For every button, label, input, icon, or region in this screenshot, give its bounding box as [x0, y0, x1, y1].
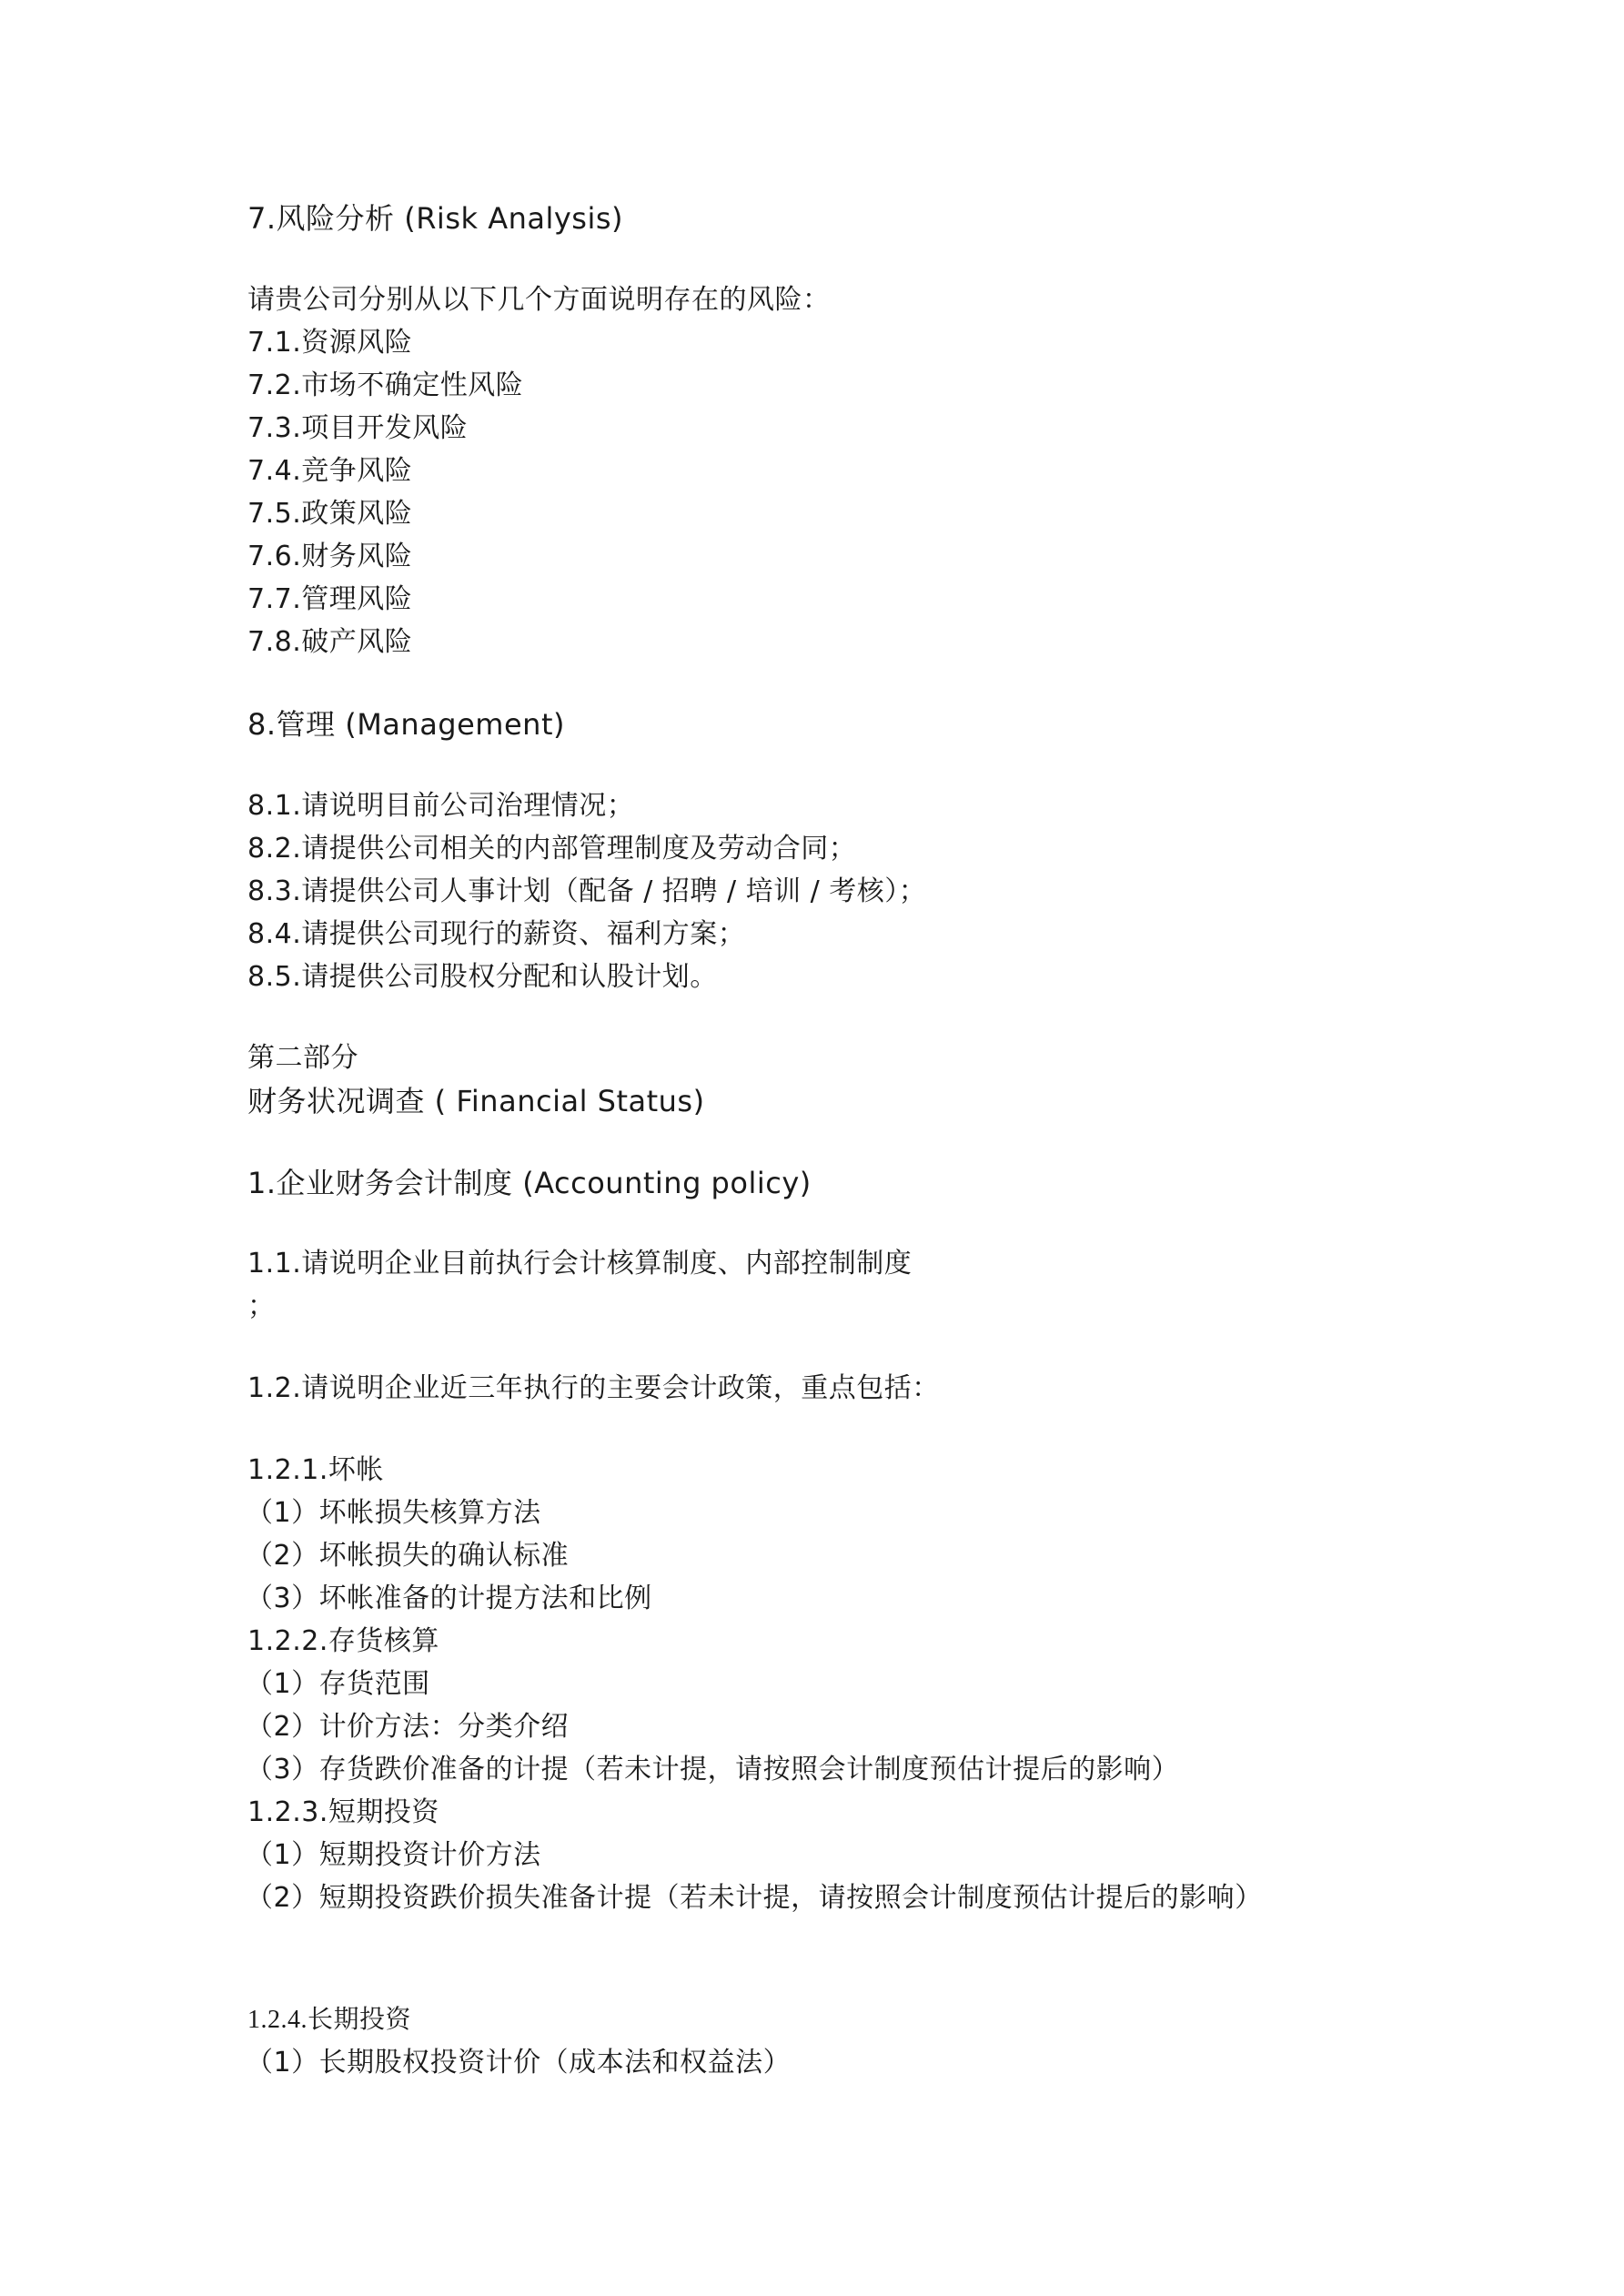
risk-item: 7.7.管理风险 [247, 583, 413, 615]
management-section-title: 8.管理 (Management) [247, 707, 565, 742]
accounting-item-1-2: 1.2.请说明企业近三年执行的主要会计政策，重点包括： [247, 1372, 940, 1404]
bad-debt-title: 1.2.1.坏帐 [247, 1454, 384, 1486]
inventory-item: （3）存货跌价准备的计提（若未计提，请按照会计制度预估计提后的影响） [246, 1754, 1180, 1785]
accounting-item-1-1: 1.1.请说明企业目前执行会计核算制度、内部控制制度 [247, 1248, 913, 1279]
accounting-item-1-1-continued: ； [247, 1290, 276, 1322]
management-item: 8.5.请提供公司股权分配和认股计划。 [247, 961, 718, 993]
risk-item: 7.8.破产风险 [247, 626, 413, 658]
inventory-title: 1.2.2.存货核算 [247, 1625, 439, 1657]
risk-item: 7.3.项目开发风险 [247, 412, 469, 444]
risk-item: 7.5.政策风险 [247, 498, 413, 530]
short-investment-item: （1）短期投资计价方法 [246, 1839, 541, 1871]
risk-item: 7.1.资源风险 [247, 327, 413, 359]
management-item: 8.2.请提供公司相关的内部管理制度及劳动合同； [247, 833, 857, 865]
management-item: 8.3.请提供公司人事计划（配备 / 招聘 / 培训 / 考核）； [247, 875, 927, 907]
risk-item: 7.6.财务风险 [247, 541, 413, 572]
bad-debt-item: （1）坏帐损失核算方法 [246, 1497, 541, 1529]
management-item: 8.1.请说明目前公司治理情况； [247, 790, 635, 822]
bad-debt-item: （3）坏帐准备的计提方法和比例 [246, 1583, 652, 1614]
financial-status-title: 财务状况调查 ( Financial Status) [247, 1084, 705, 1118]
inventory-item: （2）计价方法：分类介绍 [246, 1711, 570, 1743]
risk-item: 7.4.竞争风险 [247, 455, 413, 487]
bad-debt-item: （2）坏帐损失的确认标准 [246, 1540, 570, 1572]
risk-section-title: 7.风险分析 (Risk Analysis) [247, 201, 624, 236]
inventory-item: （1）存货范围 [246, 1668, 430, 1700]
short-investment-item: （2）短期投资跌价损失准备计提（若未计提，请按照会计制度预估计提后的影响） [246, 1882, 1263, 1914]
long-investment-item: （1）长期股权投资计价（成本法和权益法） [246, 2047, 792, 2079]
accounting-policy-title: 1.企业财务会计制度 (Accounting policy) [247, 1166, 812, 1200]
management-item: 8.4.请提供公司现行的薪资、福利方案； [247, 918, 746, 950]
risk-intro: 请贵公司分别从以下几个方面说明存在的风险： [247, 284, 831, 316]
risk-item: 7.2.市场不确定性风险 [247, 369, 524, 401]
long-investment-title: 1.2.4.长期投资 [247, 2006, 412, 2034]
short-investment-title: 1.2.3.短期投资 [247, 1796, 439, 1828]
part-two-label: 第二部分 [247, 1042, 358, 1074]
